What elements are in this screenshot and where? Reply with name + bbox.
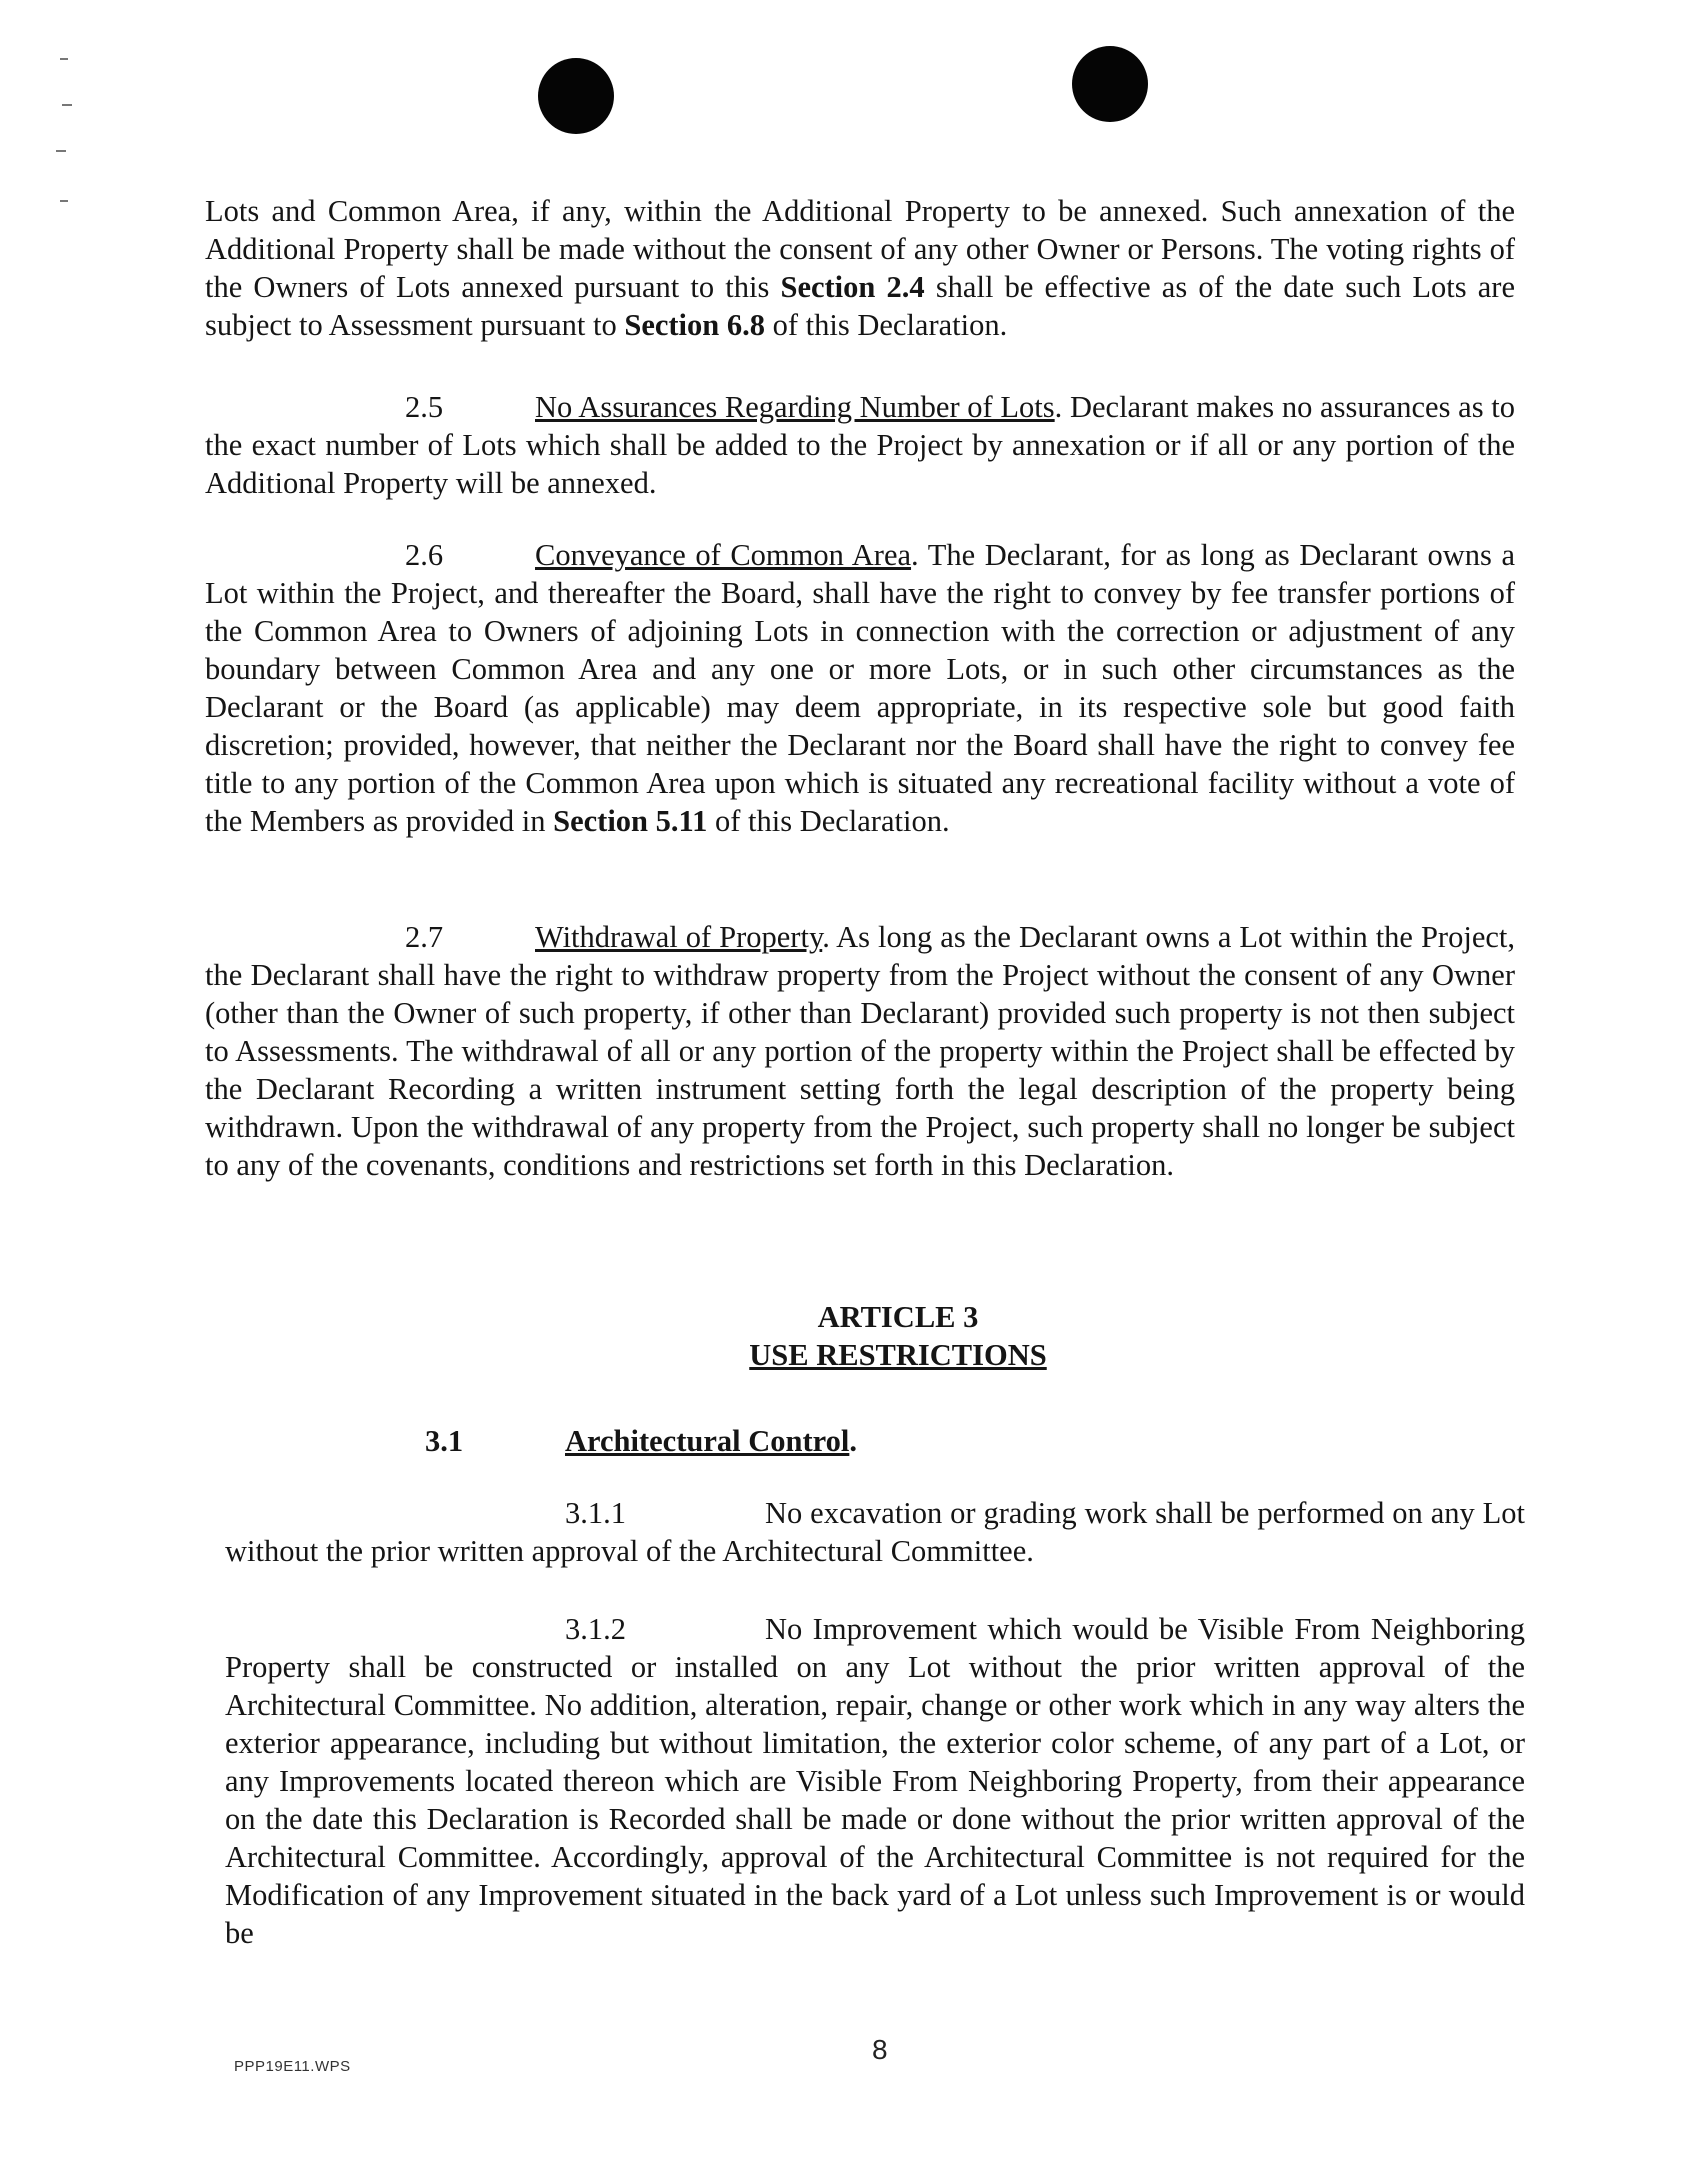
section-2-7: 2.7 Withdrawal of Property. As long as the Declarant owns a Lot within the Project, the Declarant shall have the right to withdraw property from the Project without the consent of any Owner (other than the Owner of such property, if other than Declarant) provided such property is not then subject to Assessments. The withdrawal of all or any portion of the property within the Project shall be effected by the Declarant Recording a written instrument setting forth the legal description of the property being withdrawn. Upon the withdrawal of any property from the Project, such property shall no longer be subject to any of the covenants, conditions and restrictions set forth in this Declaration.: [205, 920, 1515, 1182]
section-number: 3.1: [425, 1424, 464, 1458]
file-code: PPP19E11.WPS: [234, 2058, 351, 2075]
section-number: 2.5: [405, 390, 444, 424]
section-2-6: 2.6 Conveyance of Common Area. The Declarant, for as long as Declarant owns a Lot within the Project, and thereafter the Board, shall have the right to convey by fee transfer portions of the Common Area to Owners of adjoining Lots in connection with the correction or adjustment of any boundary between Common Area and any one or more Lots, or in such other circumstances as the Declarant or the Board (as applicable) may deem appropriate, in its respective sole but good faith discretion; provided, however, that neither the Declarant nor the Board shall have the right to convey fee title to any portion of the Common Area upon which is situated any recreational facility without a vote of the Members as provided in Section 5.11 of this Declaration.: [205, 538, 1516, 838]
section-number: 2.7: [405, 920, 444, 954]
section-3-1: 3.1 Architectural Control.: [425, 1424, 857, 1458]
subsection-number: 3.1.1: [565, 1496, 626, 1530]
scan-speck: [56, 150, 66, 152]
section-ref: Section 5.11: [553, 804, 708, 838]
section-3-1-1: 3.1.1 No excavation or grading work shall be performed on any Lot without the prior written approval of the Architectural Committee.: [225, 1496, 1525, 1568]
punch-hole-right: [1072, 46, 1148, 122]
article-title: USE RESTRICTIONS: [749, 1338, 1047, 1372]
punch-hole-left: [538, 58, 614, 134]
section-2-5: 2.5 No Assurances Regarding Number of Lots. Declarant makes no assurances as to the exact number of Lots which shall be added to the Project by annexation or if all or any portion of the Additional Property will be annexed.: [205, 390, 1516, 500]
section-title: No Assurances Regarding Number of Lots: [535, 390, 1055, 424]
scan-speck: [60, 200, 68, 202]
article-heading: [0, 1298, 1696, 1374]
section-3-1-2: 3.1.2 No Improvement which would be Visible From Neighboring Property shall be constructed or installed on any Lot without the prior written approval of the Architectural Committee. No addition, alteration, repair, change or other work which in any way alters the exterior appearance, including but without limitation, the exterior color scheme, of any part of a Lot, or any Improvements located thereon which are Visible From Neighboring Property, from their appearance on the date this Declaration is Recorded shall be made or done without the prior written approval of the Architectural Committee. Accordingly, approval of the Architectural Committee is not required for the Modification of any Improvement situated in the back yard of a Lot unless such Improvement is or would be: [225, 1612, 1525, 1950]
section-title: Withdrawal of Property: [535, 920, 823, 954]
subsection-number: 3.1.2: [565, 1612, 626, 1646]
paragraph-annexation-continued: Lots and Common Area, if any, within the Additional Property to be annexed. Such annexation of the Additional Property shall be made without the consent of any other Owner or Persons. The voting rights of the Owners of Lots annexed pursuant to this Section 2.4 shall be effective as of the date such Lots are subject to Assessment pursuant to Section 6.8 of this Declaration.: [205, 194, 1515, 342]
section-title: Architectural Control: [565, 1424, 850, 1458]
section-ref: Section 6.8: [624, 308, 765, 342]
section-ref: Section 2.4: [780, 270, 925, 304]
article-number: ARTICLE 3: [817, 1300, 979, 1334]
page-number: 8: [872, 2034, 888, 2065]
scan-speck: [60, 58, 68, 60]
scan-speck: [62, 104, 72, 106]
section-number: 2.6: [405, 538, 444, 572]
section-title: Conveyance of Common Area: [535, 538, 912, 572]
